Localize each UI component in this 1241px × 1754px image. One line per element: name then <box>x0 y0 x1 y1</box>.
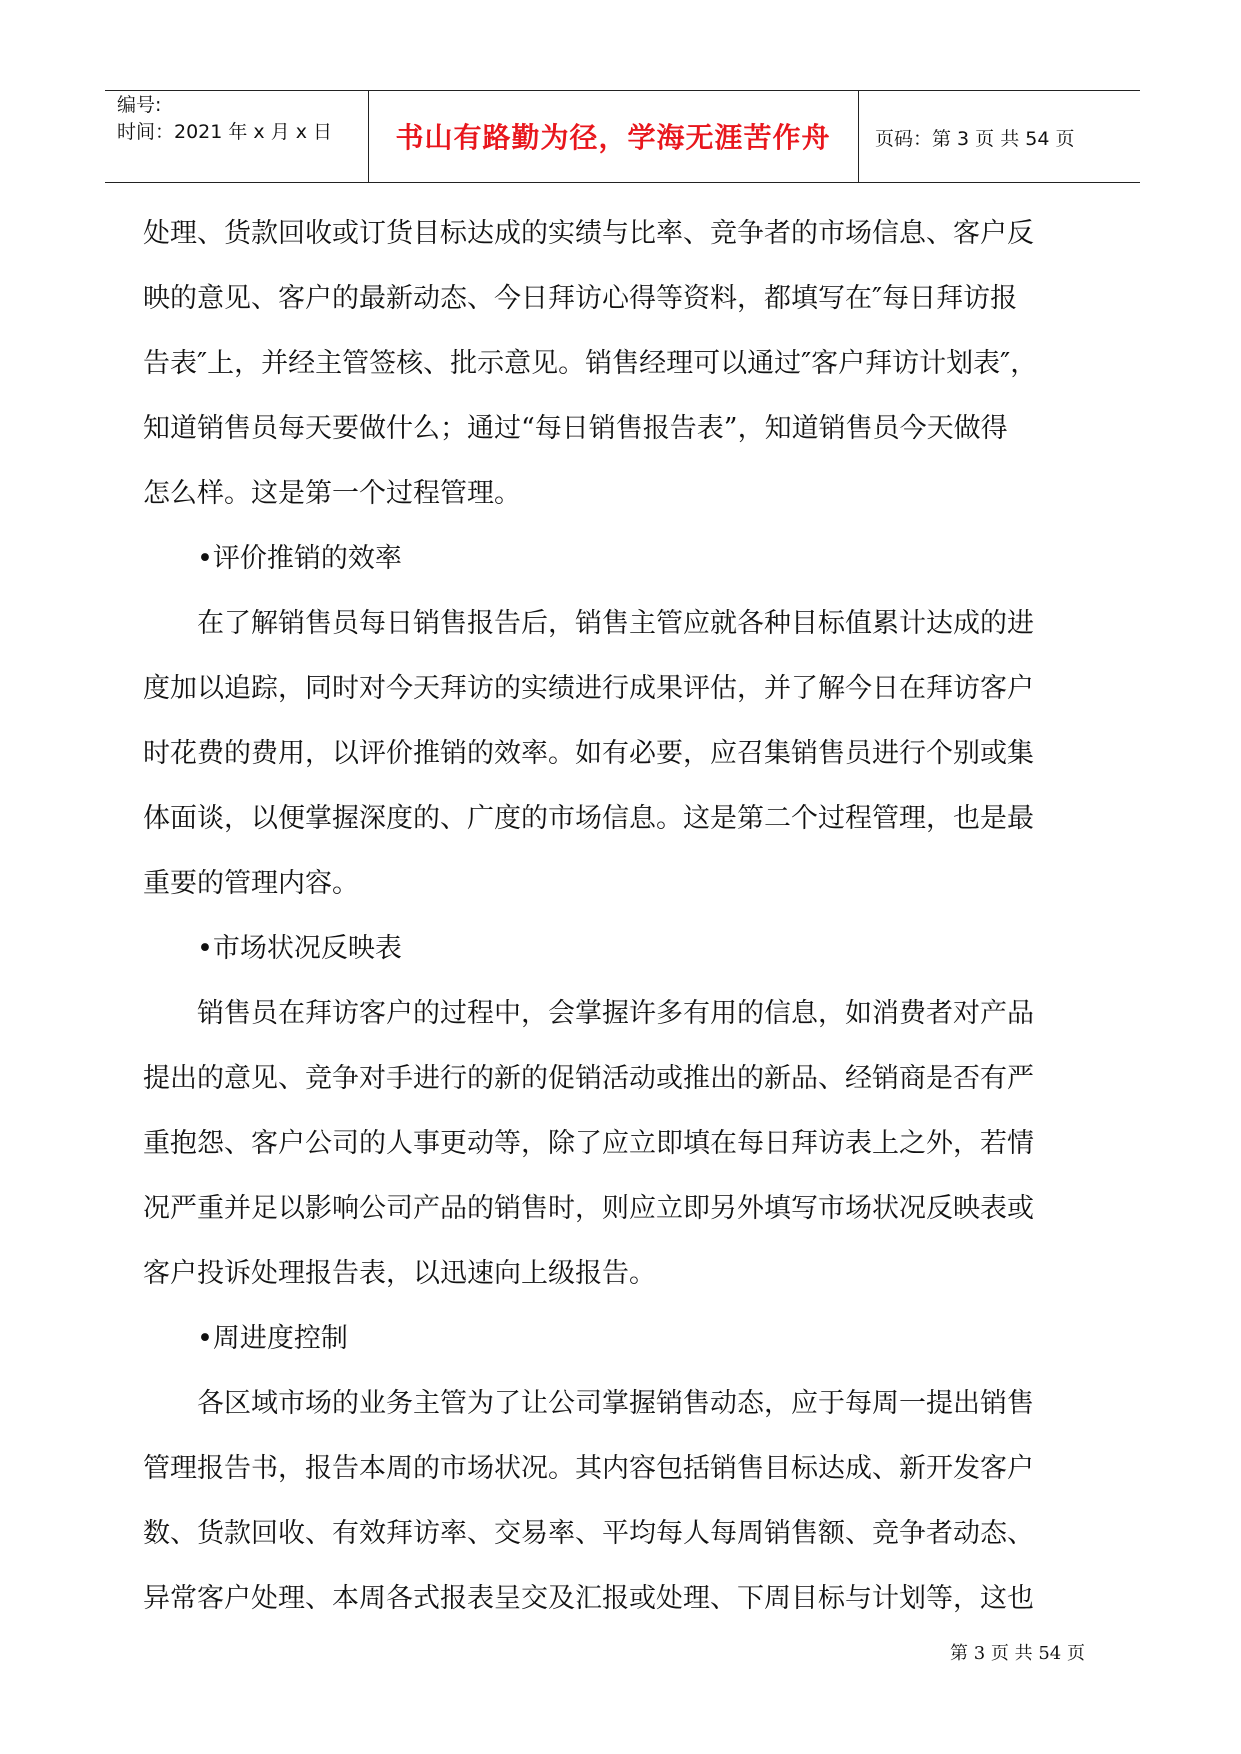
text-line: 管理报告书，报告本周的市场状况。其内容包括销售目标达成、新开发客户 <box>143 1453 1034 1484</box>
header-motto: 书山有路勤为径，学海无涯苦作舟 <box>395 121 831 154</box>
text-line: 重要的管理内容。 <box>143 868 359 899</box>
text-line: 重抱怨、客户公司的人事更动等，除了应立即填在每日拜访表上之外，若情 <box>143 1128 1034 1159</box>
document-body <box>143 214 1133 1644</box>
header-top-rule <box>105 90 1140 91</box>
header-meta <box>117 92 332 146</box>
text-line: 客户投诉处理报告表，以迅速向上级报告。 <box>143 1258 656 1289</box>
document-date-label: 时间：2021 年 x 月 x 日 <box>117 121 333 143</box>
header-divider-right <box>858 90 859 183</box>
text-line: 体面谈，以便掌握深度的、广度的市场信息。这是第二个过程管理，也是最 <box>143 803 1034 834</box>
footer-page-number: 第 3 页 共 54 页 <box>950 1643 1085 1664</box>
text-line: 映的意见、客户的最新动态、今日拜访心得等资料，都填写在″每日拜访报 <box>143 283 1018 314</box>
text-line: 处理、货款回收或订货目标达成的实绩与比率、竞争者的市场信息、客户反 <box>143 218 1034 249</box>
text-line: 怎么样。这是第一个过程管理。 <box>143 478 521 509</box>
section-heading: •评价推销的效率 <box>143 543 402 574</box>
text-line: 异常客户处理、本周各式报表呈交及汇报或处理、下周目标与计划等，这也 <box>143 1583 1034 1614</box>
document-number-label: 编号: <box>117 94 162 116</box>
text-line: 提出的意见、竞争对手进行的新的促销活动或推出的新品、经销商是否有严 <box>143 1063 1034 1094</box>
text-line: 况严重并足以影响公司产品的销售时，则应立即另外填写市场状况反映表或 <box>143 1193 1034 1224</box>
header-page-number: 页码：第 3 页 共 54 页 <box>875 128 1075 150</box>
text-line: 各区域市场的业务主管为了让公司掌握销售动态，应于每周一提出销售 <box>143 1388 1034 1419</box>
header-bottom-rule <box>105 182 1140 183</box>
section-heading: •市场状况反映表 <box>143 933 402 964</box>
text-line: 在了解销售员每日销售报告后，销售主管应就各种目标值累计达成的进 <box>143 608 1034 639</box>
text-line: 告表″上，并经主管签核、批示意见。销售经理可以通过″客户拜访计划表″， <box>143 348 1038 379</box>
text-line: 度加以追踪，同时对今天拜访的实绩进行成果评估，并了解今日在拜访客户 <box>143 673 1034 704</box>
text-line: 销售员在拜访客户的过程中，会掌握许多有用的信息，如消费者对产品 <box>143 998 1034 1029</box>
text-line: 时花费的费用，以评价推销的效率。如有必要，应召集销售员进行个别或集 <box>143 738 1034 769</box>
page-header <box>105 90 1140 183</box>
section-heading: •周进度控制 <box>143 1323 348 1354</box>
text-line: 数、货款回收、有效拜访率、交易率、平均每人每周销售额、竞争者动态、 <box>143 1518 1034 1549</box>
text-line: 知道销售员每天要做什么；通过“每日销售报告表”，知道销售员今天做得 <box>143 413 1008 444</box>
